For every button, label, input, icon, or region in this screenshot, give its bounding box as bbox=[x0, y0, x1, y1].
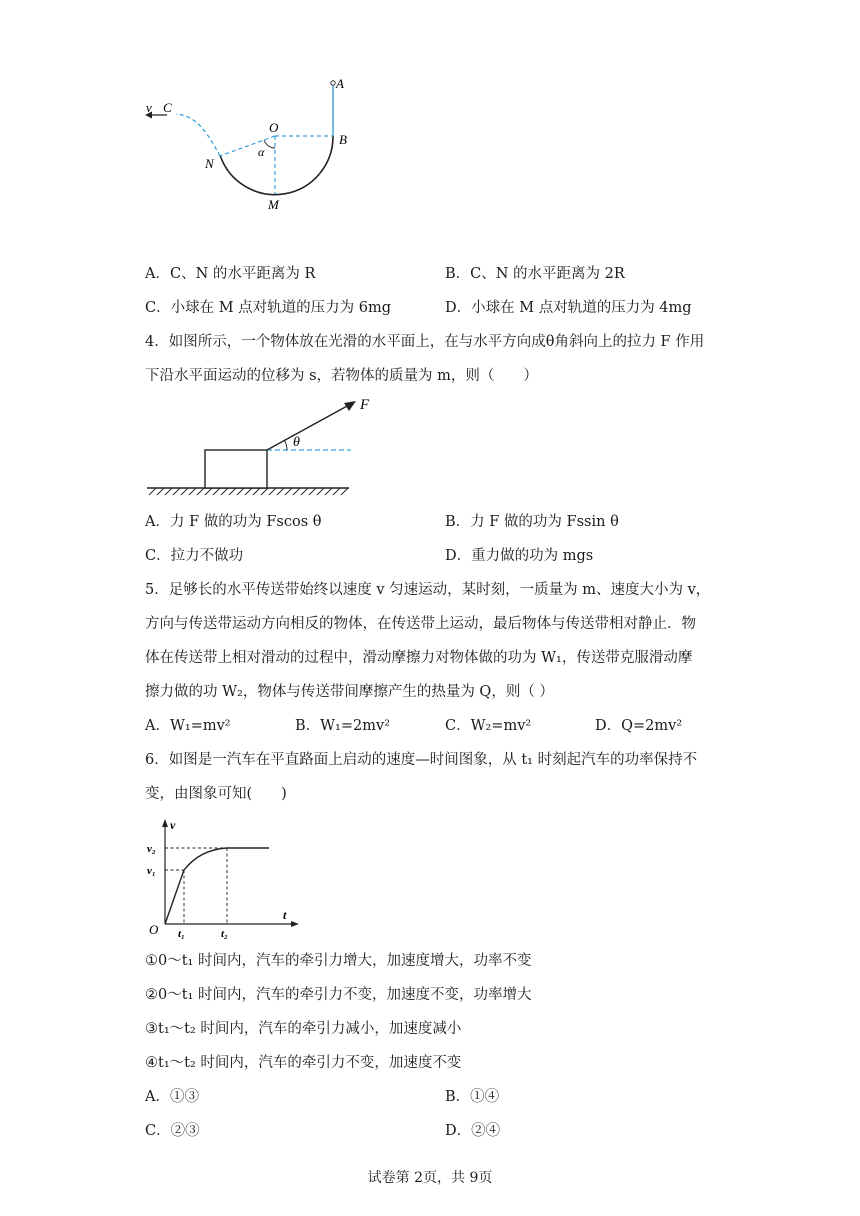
q6-stem-line-1: 6．如图是一汽车在平直路面上启动的速度—时间图象，从 t₁ 时刻起汽车的功率保持不 bbox=[145, 752, 698, 768]
q6-statement-1: ①0～t₁ 时间内，汽车的牵引力增大，加速度增大，功率不变 bbox=[145, 953, 532, 969]
label-origin: O bbox=[149, 922, 159, 937]
label-alpha: α bbox=[258, 145, 265, 159]
q3-option-d: D．小球在 M 点对轨道的压力为 4mg bbox=[445, 300, 692, 316]
q4-option-c: C．拉力不做功 bbox=[145, 548, 244, 564]
label-b: B bbox=[339, 132, 347, 147]
label-v: v bbox=[146, 100, 152, 115]
q5-stem-line-3: 体在传送带上相对滑动的过程中，滑动摩擦力对物体做的功为 W₁，传送带克服滑动摩 bbox=[145, 650, 693, 666]
q3-option-c: C．小球在 M 点对轨道的压力为 6mg bbox=[145, 300, 392, 316]
label-t1: t₁ bbox=[178, 928, 185, 940]
velocity-curve bbox=[165, 848, 269, 924]
q3-option-a: A．C、N 的水平距离为 R bbox=[145, 266, 316, 282]
t-axis-arrow-icon bbox=[291, 921, 299, 927]
q5-stem-line-1: 5．足够长的水平传送带始终以速度 v 匀速运动，某时刻，一质量为 m、速度大小为 v， bbox=[145, 582, 711, 598]
label-t2: t₂ bbox=[221, 928, 228, 940]
q4-stem-line-1: 4．如图所示，一个物体放在光滑的水平面上，在与水平方向成θ角斜向上的拉力 F 作用 bbox=[145, 334, 705, 350]
block bbox=[205, 450, 267, 488]
label-f: F bbox=[360, 397, 370, 413]
radius-on bbox=[220, 136, 275, 156]
q5-option-b: B．W₁=2mv² bbox=[295, 718, 391, 734]
q6-option-c: C．②③ bbox=[145, 1123, 200, 1139]
label-a: A bbox=[336, 76, 344, 91]
q6-statement-2: ②0～t₁ 时间内，汽车的牵引力不变，加速度不变，功率增大 bbox=[145, 987, 532, 1003]
ground-hatch bbox=[149, 488, 348, 495]
label-v-axis: v bbox=[170, 818, 176, 832]
theta-arc bbox=[285, 441, 288, 451]
label-c: C bbox=[163, 100, 172, 115]
q4-option-d: D．重力做的功为 mgs bbox=[445, 548, 594, 564]
q5-stem-line-4: 擦力做的功 W₂，物体与传送带间摩擦产生的热量为 Q，则（ ） bbox=[145, 684, 554, 700]
q6-statement-3: ③t₁～t₂ 时间内，汽车的牵引力减小，加速度减小 bbox=[145, 1021, 462, 1037]
label-v2: v₂ bbox=[147, 843, 156, 855]
alpha-arc bbox=[264, 140, 275, 148]
track-figure bbox=[140, 70, 370, 220]
label-m: M bbox=[268, 197, 279, 212]
q4-option-a: A．力 F 做的功为 Fscos θ bbox=[145, 514, 322, 530]
label-n: N bbox=[205, 156, 214, 171]
page-footer: 试卷第 2页，共 9页 bbox=[367, 1170, 493, 1186]
label-v1: v₁ bbox=[147, 865, 156, 877]
force-arrow bbox=[267, 405, 349, 450]
q5-option-c: C．W₂=mv² bbox=[445, 718, 532, 734]
velocity-time-graph bbox=[145, 812, 305, 942]
q5-stem-line-2: 方向与传送带运动方向相反的物体，在传送带上运动，最后物体与传送带相对静止．物 bbox=[145, 616, 696, 632]
q6-option-a: A．①③ bbox=[145, 1089, 199, 1105]
q5-option-d: D．Q=2mv² bbox=[595, 718, 683, 734]
track-arc bbox=[220, 136, 333, 195]
label-o: O bbox=[269, 120, 279, 135]
label-t-axis: t bbox=[283, 908, 287, 922]
q3-option-b: B．C、N 的水平距离为 2R bbox=[445, 266, 625, 282]
q6-option-b: B．①④ bbox=[445, 1089, 500, 1105]
point-a bbox=[331, 81, 335, 85]
q6-option-d: D．②④ bbox=[445, 1123, 501, 1139]
label-theta: θ bbox=[293, 435, 300, 450]
block-figure bbox=[145, 392, 370, 500]
q6-statement-4: ④t₁～t₂ 时间内，汽车的牵引力不变，加速度不变 bbox=[145, 1055, 462, 1071]
trajectory-path bbox=[176, 114, 220, 156]
q4-option-b: B．力 F 做的功为 Fssin θ bbox=[445, 514, 619, 530]
q4-stem-line-2: 下沿水平面运动的位移为 s，若物体的质量为 m，则（ ） bbox=[145, 368, 538, 384]
q6-stem-line-2: 变，由图象可知( ) bbox=[145, 786, 287, 802]
v-axis-arrow-icon bbox=[162, 819, 168, 827]
q5-option-a: A．W₁=mv² bbox=[145, 718, 231, 734]
